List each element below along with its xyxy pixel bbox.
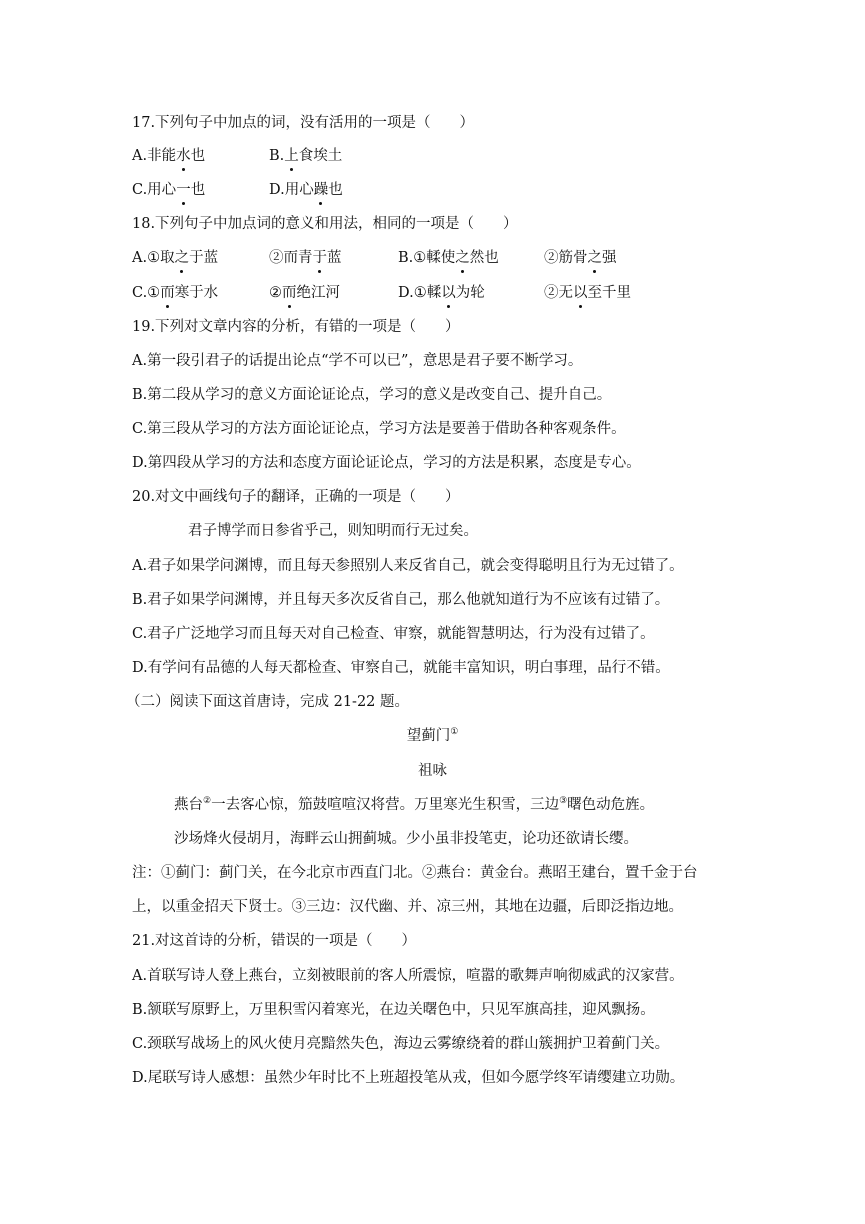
q19-option-b: B.第二段从学习的意义方面论证论点，学习的意义是改变自己、提升自己。 — [132, 387, 612, 403]
text: 寒于水 — [174, 285, 219, 301]
poem-line-1 — [174, 795, 654, 815]
text: 也 — [328, 182, 343, 198]
q19-option-d: D.第四段从学习的方法和态度方面论证论点，学习的方法是积累，态度是专心。 — [132, 455, 641, 471]
dotted-char: 水 — [176, 148, 191, 164]
section-intro: （二）阅读下面这首唐诗，完成 21-22 题。 — [126, 694, 410, 710]
text: 曙色动危旌。 — [567, 797, 655, 813]
q20-option-d: D.有学问有品德的人每天都检查、审察自己，就能丰富知识，明白事理，品行不错。 — [132, 660, 670, 676]
text: 于蓝 — [189, 250, 219, 266]
text: C.用心 — [132, 182, 177, 198]
poem-note-2: 上，以重金招天下贤士。③三边：汉代幽、并、凉三州，其地在边疆，后即泛指边地。 — [132, 899, 683, 915]
dotted-char: 之 — [455, 250, 470, 266]
dotted-char: 之 — [174, 250, 190, 266]
text: A.非能 — [132, 148, 177, 164]
q19-option-c: C.第三段从学习的方法方面论证论点，学习方法是要善于借助各种客观条件。 — [132, 421, 626, 437]
dotted-char: 于 — [312, 250, 327, 266]
text: B. — [269, 148, 285, 164]
q18-option-a1 — [132, 248, 218, 268]
q20-option-a: A.君子如果学问渊博，而且每天参照别人来反省自己，就会变得聪明且行为无过错了。 — [132, 558, 684, 574]
text: 也 — [190, 148, 206, 164]
text: 一去客心惊，笳鼓喧喧汉将营。万里寒光生积雪，三边 — [211, 797, 560, 813]
text: B.①輮使 — [398, 250, 456, 266]
q18-option-c2 — [269, 283, 340, 303]
q17-option-d — [269, 180, 343, 200]
poem-title — [0, 726, 865, 746]
text: 然也 — [469, 250, 499, 266]
dotted-char: 而 — [160, 285, 175, 301]
text: ②而青 — [269, 250, 313, 266]
text: 蓝 — [327, 250, 342, 266]
text: A.①取 — [132, 250, 175, 266]
poem-line-2: 沙场烽火侵胡月，海畔云山拥蓟城。少小虽非投笔吏，论功还欲请长缨。 — [174, 831, 638, 847]
q17-option-a — [132, 146, 205, 166]
q18-option-a2 — [269, 248, 342, 268]
q20-option-c: C.君子广泛地学习而且每天对自己检查、审察，就能智慧明达，行为没有过错了。 — [132, 626, 655, 642]
q18-option-d1 — [398, 283, 485, 303]
dotted-char: 一 — [176, 182, 191, 198]
text: 至千里 — [587, 285, 631, 301]
text: ②筋骨 — [544, 250, 588, 266]
text: 燕台 — [174, 797, 203, 813]
q19-stem: 19.下列对文章内容的分析，有错的一项是（ ） — [132, 319, 460, 335]
q21-option-d: D.尾联写诗人感想：虽然少年时比不上班超投笔从戎，但如今愿学终军请缨建立功勋。 — [132, 1070, 685, 1086]
dotted-char: 躁 — [313, 182, 329, 198]
dotted-char: 上 — [284, 148, 299, 164]
poem-title-text: 望蓟门 — [406, 728, 451, 744]
text: 为轮 — [455, 285, 485, 301]
q21-stem: 21.对这首诗的分析，错误的一项是（ ） — [132, 933, 417, 949]
footnote-marker: ② — [203, 796, 212, 807]
q21-option-a: A.首联写诗人登上燕台，立刻被眼前的客人所震惊，喧嚣的歌舞声响彻威武的汉家营。 — [132, 968, 684, 984]
dotted-char: 以 — [441, 285, 456, 301]
dotted-char: 而 — [282, 285, 297, 301]
q18-option-c1 — [132, 283, 218, 303]
dotted-char: 之 — [587, 250, 602, 266]
q18-option-b1 — [398, 248, 499, 268]
q18-option-d2 — [544, 283, 631, 303]
text: 食埃土 — [298, 148, 343, 164]
text: D.①輮 — [398, 285, 442, 301]
footnote-marker: ③ — [559, 796, 568, 807]
q17-option-b — [269, 146, 342, 166]
q18-option-b2 — [544, 248, 617, 268]
text: 强 — [602, 250, 617, 266]
poem-note-1: 注：①蓟门：蓟门关，在今北京市西直门北。②燕台：黄金台。燕昭王建台，置千金于台 — [132, 865, 698, 881]
q17-stem: 17.下列句子中加点的词，没有活用的一项是（ ） — [132, 115, 475, 131]
text: 绝江河 — [296, 285, 340, 301]
text: ② — [269, 285, 282, 301]
dotted-char: 以 — [573, 285, 588, 301]
q20-option-b: B.君子如果学问渊博，并且每天多次反省自己，那么他就知道行为不应该有过错了。 — [132, 592, 670, 608]
q17-option-c — [132, 180, 205, 200]
text: ②无 — [544, 285, 573, 301]
q18-stem: 18.下列句子中加点词的意义和用法，相同的一项是（ ） — [132, 216, 518, 232]
text: 也 — [190, 182, 206, 198]
q21-option-b: B.颔联写原野上，万里积雪闪着寒光，在边关曙色中，只见军旗高挂，迎风飘扬。 — [132, 1002, 655, 1018]
q21-option-c: C.颈联写战场上的风火使月亮黯然失色，海边云雾缭绕着的群山簇拥护卫着蓟门关。 — [132, 1036, 670, 1052]
text: D.用心 — [269, 182, 314, 198]
text: C.① — [132, 285, 161, 301]
poem-author: 祖咏 — [418, 763, 447, 779]
q20-sentence: 君子博学而日参省乎己，则知明而行无过矣。 — [188, 523, 478, 539]
footnote-marker: ① — [450, 727, 459, 738]
q20-stem: 20.对文中画线句子的翻译，正确的一项是（ ） — [132, 489, 460, 505]
q19-option-a: A.第一段引君子的话提出论点“学不可以已”，意思是君子要不断学习。 — [132, 353, 583, 369]
